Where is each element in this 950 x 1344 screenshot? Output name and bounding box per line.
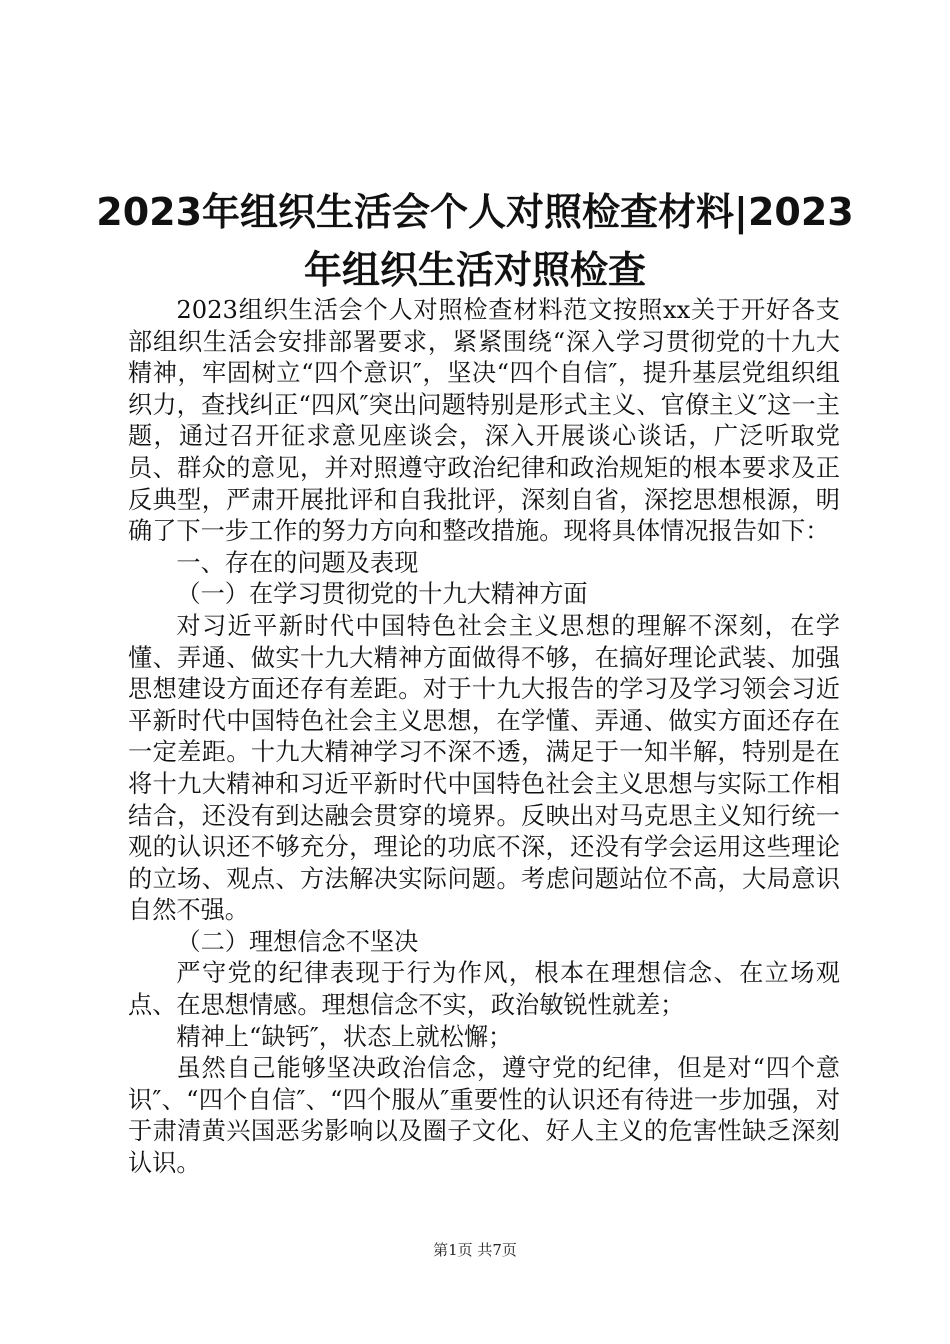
- paragraph-spirit: 精神上“缺钙″，状态上就松懈；: [176, 1022, 513, 1051]
- paragraph-discipline: 严守党的纪律表现于行为作风，根本在理想信念、在立场观点、在思想情感。理想信念不实，政治敏锐性就差；: [128, 959, 840, 1020]
- paragraph-awareness: 虽然自己能够坚决政治信念，遵守党的纪律，但是对“四个意识″、“四个自信″、“四个服从″重要性的认识还有待进一步加强，对于肃清黄兴国恶劣影响以及圈子文化、好人主义的危害性缺乏深刻认识。: [128, 1054, 840, 1178]
- document-body: [128, 295, 840, 1180]
- section-heading-problems: 一、存在的问题及表现: [176, 548, 419, 577]
- page-footer: 第1页 共7页: [433, 1241, 517, 1259]
- document-title: 2023年组织生活会个人对照检查材料|2023年组织生活对照检查: [96, 190, 854, 293]
- paragraph-intro: 2023组织生活会个人对照检查材料范文按照xx关于开好各支部组织生活会安排部署要求，紧紧围绕“深入学习贯彻党的十九大精神，牢固树立“四个意识″，坚决“四个自信″，提升基层党组织组织力，查找纠正“四风″突出问题特别是形式主义、官僚主义″这一主题，通过召开征求意见座谈会，深入开展谈心谈话，广泛听取党员、群众的意见，并对照遵守政治纪律和政治规矩的根本要求及正反典型，严肃开展批评和自我批评，深刻自省，深挖思想根源，明确了下一步工作的努力方向和整改措施。现将具体情况报告如下：: [128, 296, 840, 546]
- subsection-heading-study: （一）在学习贯彻党的十九大精神方面: [176, 580, 588, 609]
- subsection-heading-ideals: （二）理想信念不坚决: [176, 927, 419, 956]
- paragraph-study: 对习近平新时代中国特色社会主义思想的理解不深刻，在学懂、弄通、做实十九大精神方面做得不够，在搞好理论武装、加强思想建设方面还存有差距。对于十九大报告的学习及学习领会习近平新时代中国特色社会主义思想，在学懂、弄通、做实方面还存在一定差距。十九大精神学习不深不透，满足于一知半解，特别是在将十九大精神和习近平新时代中国特色社会主义思想与实际工作相结合，还没有到达融会贯穿的境界。反映出对马克思主义知行统一观的认识还不够充分，理论的功底不深，还没有学会运用这些理论的立场、观点、方法解决实际问题。考虑问题站位不高，大局意识自然不强。: [128, 611, 840, 925]
